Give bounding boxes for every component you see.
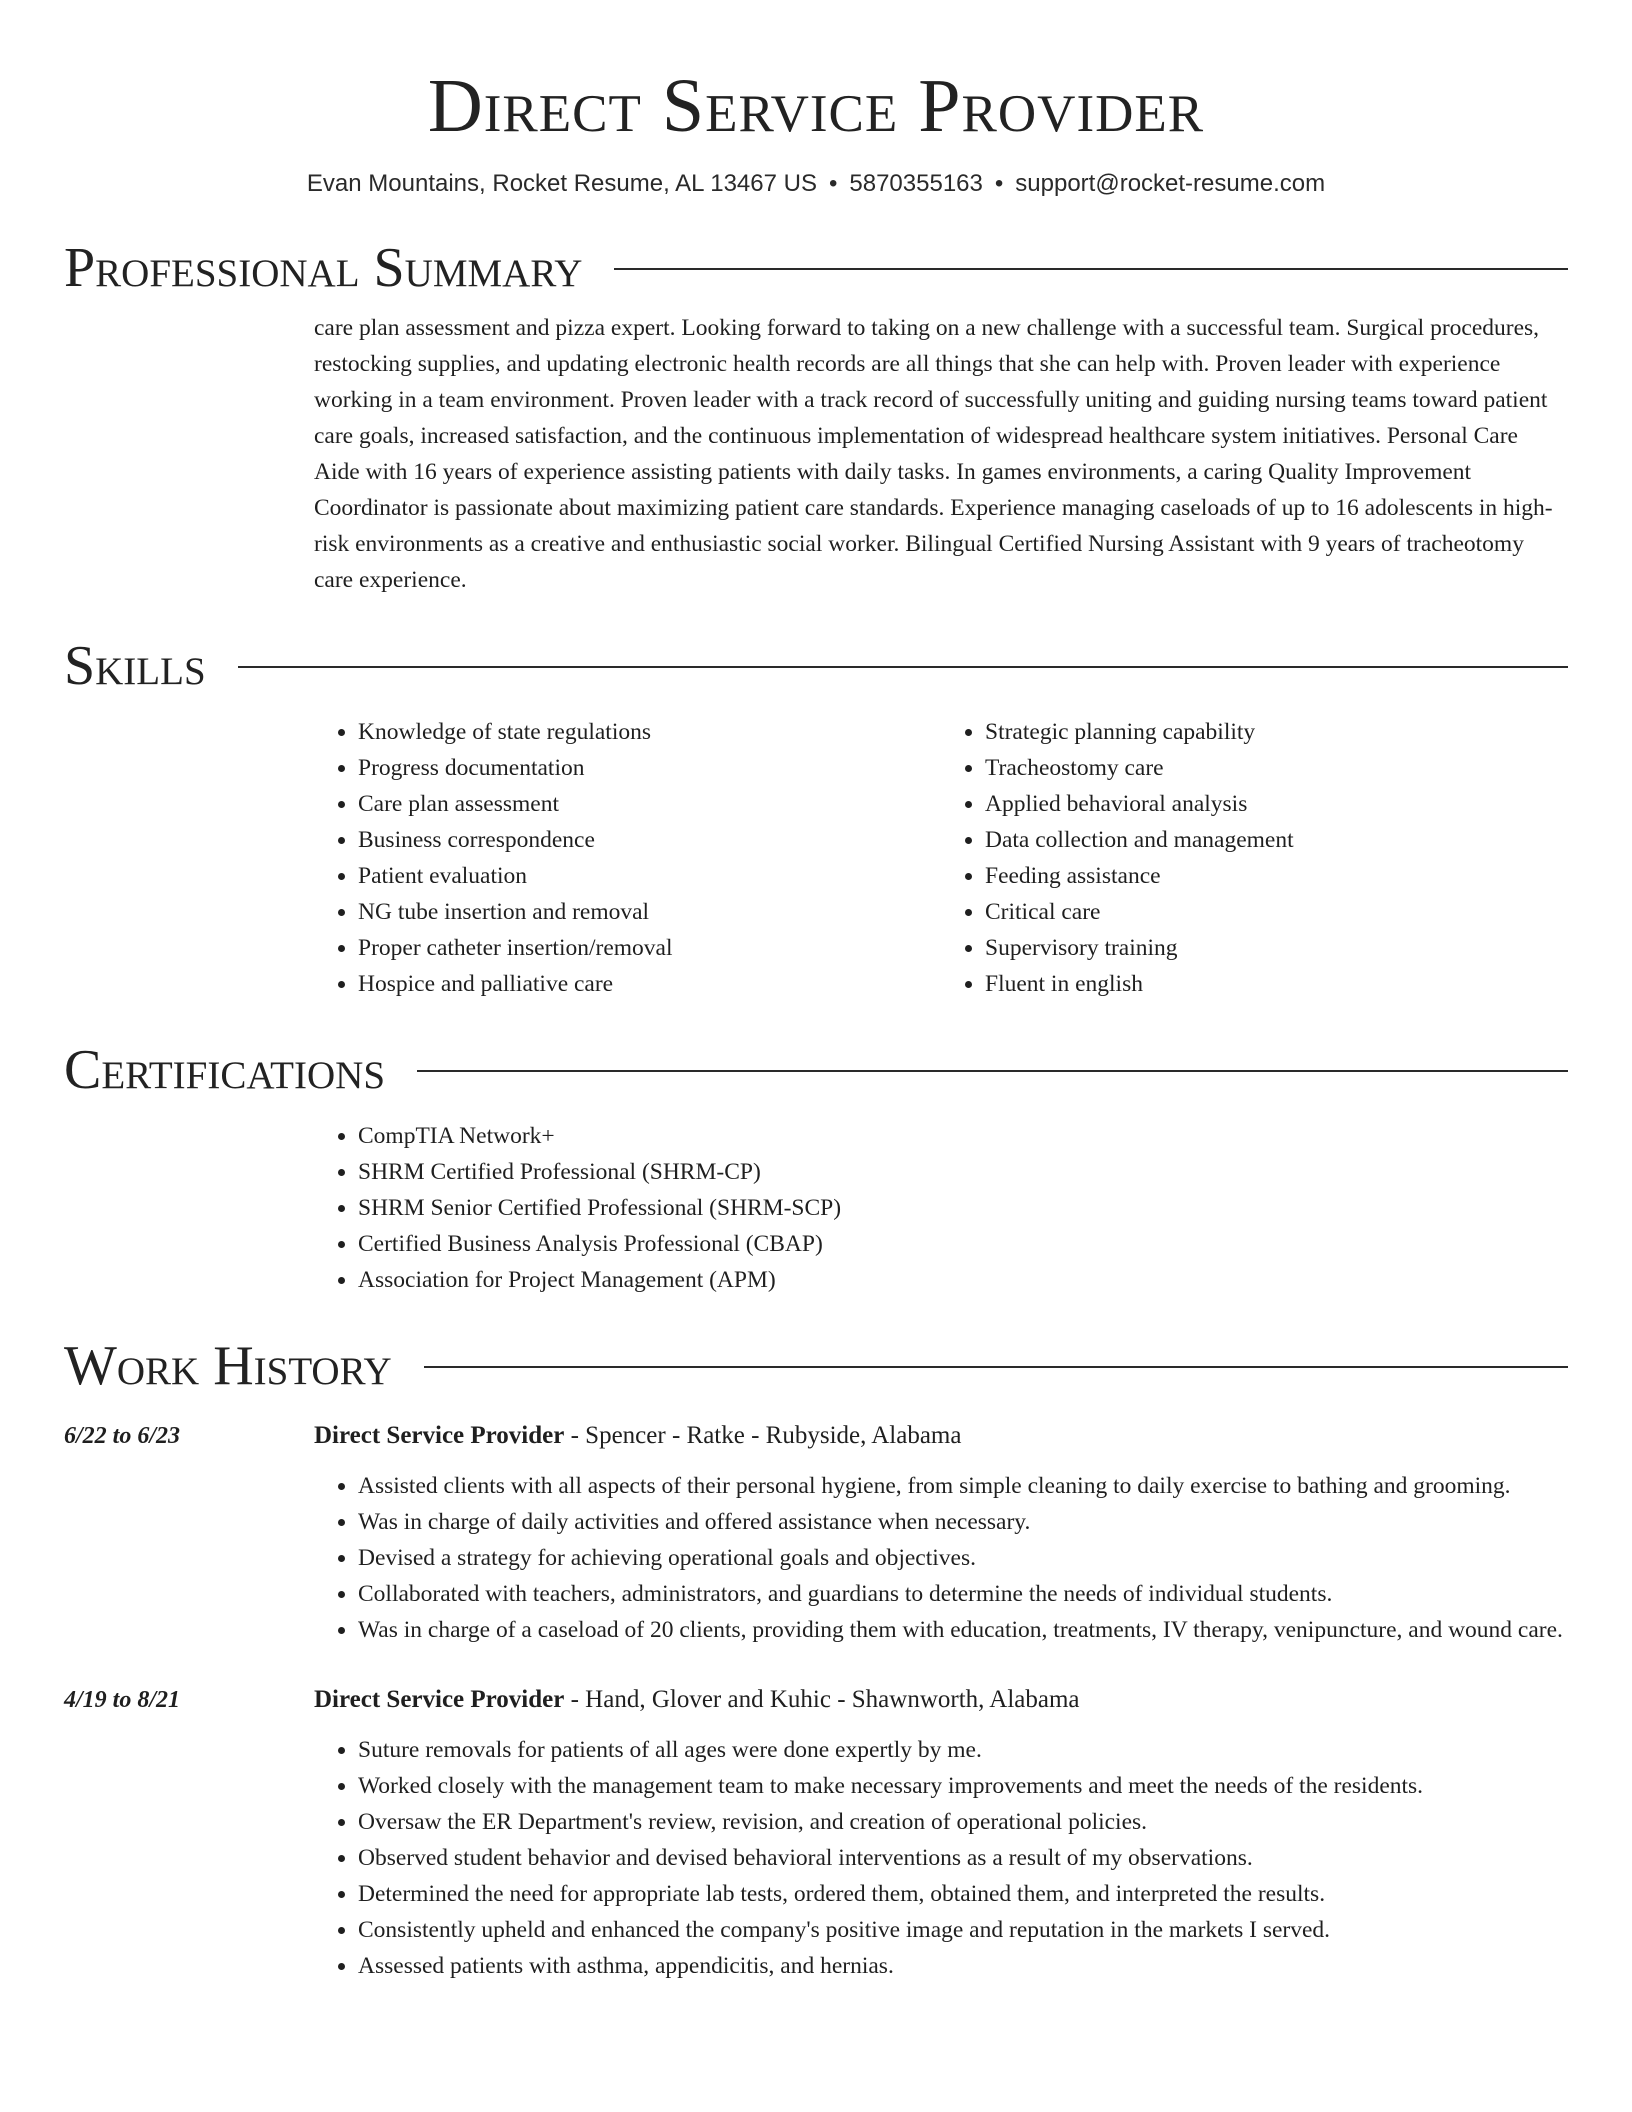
skills-grid <box>314 714 1568 1002</box>
contact-phone: 5870355163 <box>849 170 983 197</box>
contact-separator: • <box>994 170 1004 197</box>
skill-item: • Business correspondence <box>358 822 941 858</box>
job-bullet: • Collaborated with teachers, administrators, and guardians to determine the needs of individual students. <box>358 1576 1568 1612</box>
skill-item: • Hospice and palliative care <box>358 966 941 1002</box>
job-title: Direct Service Provider <box>314 1422 565 1449</box>
job-bullet: • Oversaw the ER Department's review, revision, and creation of operational policies. <box>358 1804 1568 1840</box>
skill-item: • Proper catheter insertion/removal <box>358 930 941 966</box>
job-title-line <box>314 1418 1568 1454</box>
certifications-section-header <box>64 1036 1568 1104</box>
certification-item: • SHRM Senior Certified Professional (SHRM-SCP) <box>358 1190 1568 1226</box>
section-divider <box>424 1366 1568 1368</box>
skill-item: • Critical care <box>985 894 1568 930</box>
contact-line <box>64 168 1568 200</box>
section-divider <box>238 666 1568 668</box>
job-bullet: • Assessed patients with asthma, appendicitis, and hernias. <box>358 1948 1568 1984</box>
certifications-heading: Certifications <box>64 1039 386 1101</box>
resume-page <box>64 0 1568 1984</box>
skills-left-column <box>314 714 941 1002</box>
work-history-heading: Work History <box>64 1335 392 1397</box>
skills-section-header <box>64 632 1568 700</box>
skill-item: • NG tube insertion and removal <box>358 894 941 930</box>
job-entry <box>64 1682 1568 1984</box>
certifications-list-wrap <box>314 1118 1568 1298</box>
contact-address: Evan Mountains, Rocket Resume, AL 13467 US <box>306 170 817 197</box>
job-dates: 6/22 to 6/23 <box>64 1423 181 1449</box>
skill-item: • Feeding assistance <box>985 858 1568 894</box>
summary-section-header <box>64 234 1568 302</box>
skill-item: • Progress documentation <box>358 750 941 786</box>
job-bullet: • Suture removals for patients of all ages were done expertly by me. <box>358 1732 1568 1768</box>
contact-email: support@rocket-resume.com <box>1015 170 1326 197</box>
job-bullet: • Was in charge of a caseload of 20 clients, providing them with education, treatments, IV therapy, venipuncture, and wound care. <box>358 1612 1568 1648</box>
contact-separator: • <box>828 170 838 197</box>
job-bullets <box>314 1468 1568 1648</box>
job-bullet: • Observed student behavior and devised behavioral interventions as a result of my observations. <box>358 1840 1568 1876</box>
job-employer: - Hand, Glover and Kuhic - Shawnworth, Alabama <box>564 1686 1080 1713</box>
job-title: Direct Service Provider <box>314 1686 565 1713</box>
skill-item: • Data collection and management <box>985 822 1568 858</box>
job-employer: - Spencer - Ratke - Rubyside, Alabama <box>564 1422 962 1449</box>
section-divider <box>614 268 1568 270</box>
work-history-section-header <box>64 1332 1568 1400</box>
certification-item: • Association for Project Management (APM) <box>358 1262 1568 1298</box>
skill-item: • Patient evaluation <box>358 858 941 894</box>
job-bullet: • Worked closely with the management team to make necessary improvements and meet the needs of the residents. <box>358 1768 1568 1804</box>
job-body <box>314 1418 1568 1648</box>
skill-item: • Supervisory training <box>985 930 1568 966</box>
job-bullet: • Was in charge of daily activities and offered assistance when necessary. <box>358 1504 1568 1540</box>
skill-item: • Care plan assessment <box>358 786 941 822</box>
resume-name: Direct Service Provider <box>427 64 1205 148</box>
certification-item: • Certified Business Analysis Professional (CBAP) <box>358 1226 1568 1262</box>
job-bullet: • Devised a strategy for achieving operational goals and objectives. <box>358 1540 1568 1576</box>
summary-text: care plan assessment and pizza expert. Looking forward to taking on a new challenge with a successful team. Surgical procedures, restocking supplies, and updating electronic health records are all things that she can help with. Proven leader with experience working in a team environment. Proven leader with a track record of successfully uniting and guiding nursing teams toward patient care goals, increased satisfaction, and the continuous implementation of widespread healthcare system initiatives. Personal Care Aide with 16 years of experience assisting patients with daily tasks. In games environments, a caring Quality Improvement Coordinator is passionate about maximizing patient care standards. Experience managing caseloads of up to 16 adolescents in high-risk environments as a creative and enthusiastic social worker. Bilingual Certified Nursing Assistant with 9 years of tracheotomy care experience. <box>314 315 1553 593</box>
job-entry <box>64 1418 1568 1648</box>
skill-item: • Applied behavioral analysis <box>985 786 1568 822</box>
job-dates: 4/19 to 8/21 <box>64 1687 181 1713</box>
job-bullet: • Consistently upheld and enhanced the company's positive image and reputation in the markets I served. <box>358 1912 1568 1948</box>
skill-item: • Knowledge of state regulations <box>358 714 941 750</box>
summary-heading: Professional Summary <box>64 237 583 299</box>
job-bullets <box>314 1732 1568 1984</box>
job-bullet: • Determined the need for appropriate lab tests, ordered them, obtained them, and interpreted the results. <box>358 1876 1568 1912</box>
certifications-list <box>314 1118 1568 1298</box>
job-title-line <box>314 1682 1568 1718</box>
job-bullet: • Assisted clients with all aspects of their personal hygiene, from simple cleaning to daily exercise to bathing and grooming. <box>358 1468 1568 1504</box>
skills-right-column <box>941 714 1568 1002</box>
job-body <box>314 1682 1568 1984</box>
skill-item: • Tracheostomy care <box>985 750 1568 786</box>
skills-heading: Skills <box>64 635 206 697</box>
section-divider <box>417 1070 1568 1072</box>
skill-item: • Strategic planning capability <box>985 714 1568 750</box>
certification-item: • SHRM Certified Professional (SHRM-CP) <box>358 1154 1568 1190</box>
certification-item: • CompTIA Network+ <box>358 1118 1568 1154</box>
skill-item: • Fluent in english <box>985 966 1568 1002</box>
